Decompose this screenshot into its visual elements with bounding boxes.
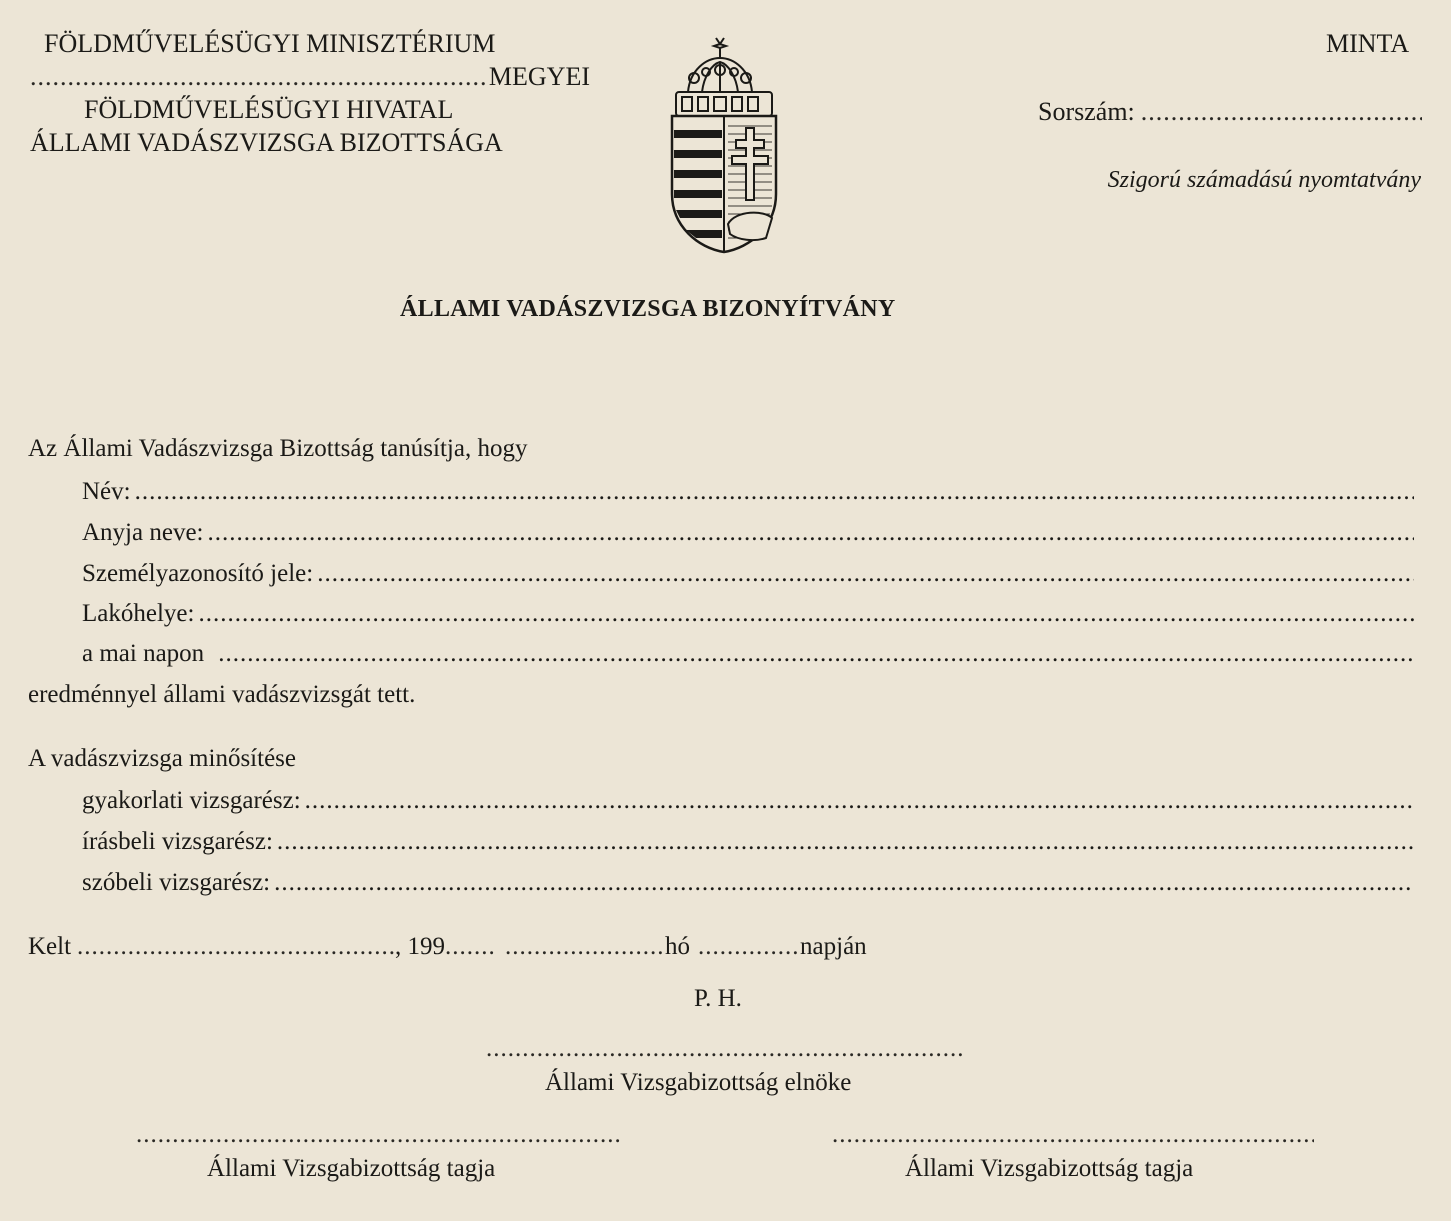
field-today-label: a mai napon — [82, 640, 205, 667]
stamp-placeholder: P. H. — [694, 985, 742, 1012]
field-residence-blank — [198, 597, 1414, 631]
serial-number-line — [1038, 96, 1422, 128]
practical-part-blank — [305, 784, 1414, 818]
date-day-label: napján — [800, 933, 867, 960]
serial-dotted-blank — [1141, 96, 1422, 128]
field-mother-name — [82, 516, 1414, 550]
date-kelt-label: Kelt — [28, 933, 72, 960]
member-left-signature-caption: Állami Vizsgabizottság tagja — [207, 1155, 496, 1182]
oral-part — [82, 866, 1414, 900]
field-name-blank — [135, 475, 1414, 509]
county-line — [30, 61, 590, 93]
written-part-blank — [277, 825, 1414, 859]
date-day-blank — [698, 930, 800, 964]
field-personal-id-label: Személyazonosító jele: — [82, 560, 314, 587]
result-line: eredménnyel állami vadászvizsgát tett. — [28, 681, 416, 708]
practical-part-label: gyakorlati vizsgarész: — [82, 787, 301, 814]
field-residence — [82, 597, 1414, 631]
strict-accounting-note: Szigorú számadású nyomtatvány — [1107, 167, 1421, 193]
field-personal-id-blank — [317, 557, 1414, 591]
field-today — [82, 637, 1414, 671]
sample-label: MINTA — [1326, 29, 1410, 58]
member-right-signature-caption: Állami Vizsgabizottság tagja — [905, 1155, 1194, 1182]
date-place-blank — [77, 930, 395, 964]
document-title: ÁLLAMI VADÁSZVIZSGA BIZONYÍTVÁNY — [400, 296, 896, 322]
member-left-signature-line — [136, 1120, 620, 1150]
field-name — [82, 475, 1414, 509]
chair-signature-caption: Állami Vizsgabizottság elnöke — [545, 1069, 852, 1096]
hungarian-coat-of-arms-icon — [666, 34, 782, 256]
field-mother-name-blank — [207, 516, 1414, 550]
written-part-label: írásbeli vizsgarész: — [82, 828, 273, 855]
field-residence-label: Lakóhelye: — [82, 600, 195, 627]
county-suffix: MEGYEI — [488, 62, 590, 91]
office-name: FÖLDMŰVELÉSÜGYI HIVATAL — [84, 95, 454, 124]
date-line — [28, 930, 928, 964]
chair-signature-line — [486, 1034, 966, 1064]
written-part — [82, 825, 1414, 859]
date-year-label: , 199 — [395, 933, 446, 960]
serial-label: Sorszám: — [1038, 97, 1135, 126]
ministry-name: FÖLDMŰVELÉSÜGYI MINISZTÉRIUM — [44, 29, 496, 58]
practical-part — [82, 784, 1414, 818]
member-right-signature-line — [832, 1120, 1314, 1150]
qualification-heading: A vadászvizsga minősítése — [28, 745, 296, 772]
field-name-label: Név: — [82, 478, 131, 505]
date-month-blank — [505, 930, 665, 964]
field-mother-name-label: Anyja neve: — [82, 519, 204, 546]
field-today-blank — [218, 637, 1414, 671]
oral-part-blank — [274, 866, 1414, 900]
intro-text: Az Állami Vadászvizsga Bizottság tanúsítja, hogy — [28, 435, 528, 462]
oral-part-label: szóbeli vizsgarész: — [82, 869, 271, 896]
county-dotted-blank — [30, 61, 485, 93]
field-personal-id — [82, 557, 1414, 591]
date-year-blank — [445, 930, 495, 964]
committee-name: ÁLLAMI VADÁSZVIZSGA BIZOTTSÁGA — [30, 128, 503, 157]
date-month-label: hó — [665, 933, 691, 960]
